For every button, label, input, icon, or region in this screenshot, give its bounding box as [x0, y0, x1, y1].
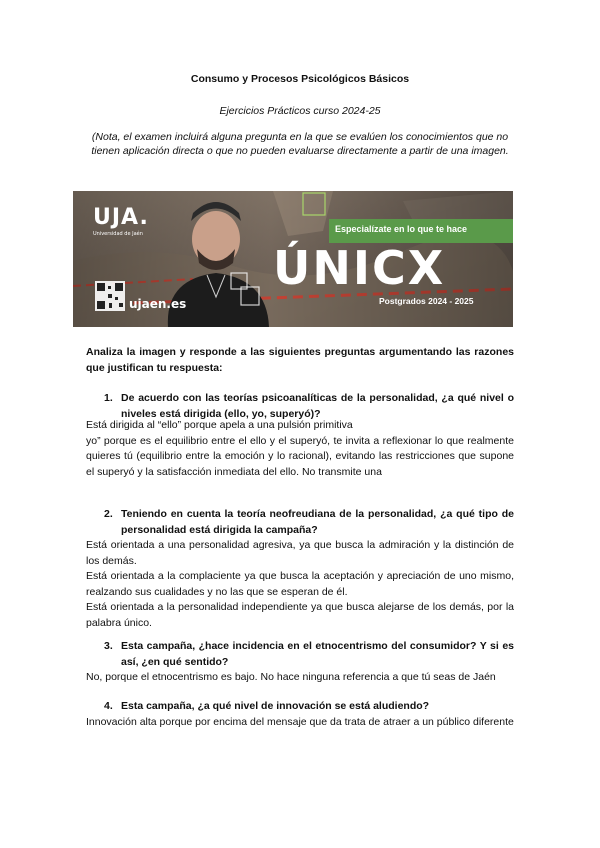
question-text: Esta campaña, ¿a qué nivel de innovación se está aludiendo? — [121, 700, 430, 712]
answer-paragraph: yo” porque es el equilibrio entre el ello y el superyó, te invita a reflexionar lo que realmente quieres tú (equilibrio entre la emoción y lo racional), evitando las restricciones que supone el superyó y la satisfacción inmediata del ello. No transmite una — [86, 434, 514, 478]
instructions: Analiza la imagen y responde a las siguientes preguntas argumentando las razones que justifican tu respuesta: — [86, 346, 514, 374]
answer-paragraph: Innovación alta porque por encima del mensaje que da trata de atraer a un público diferente — [86, 716, 514, 728]
document-subtitle: Ejercicios Prácticos curso 2024-25 — [219, 105, 381, 117]
question-4 — [104, 699, 514, 715]
answer-4 — [86, 715, 514, 731]
uja-logo: UJA. — [93, 205, 149, 230]
uja-logo-subtitle: Universidad de Jaén — [93, 231, 143, 237]
website-label: ujaen.es — [129, 297, 187, 311]
answer-paragraph: Está orientada a una personalidad agresiva, ya que busca la admiración y la distinción de los demás. — [86, 539, 514, 567]
answer-paragraph: Está dirigida al “ello” porque apela a una pulsión primitiva — [86, 419, 353, 431]
unicx-wordmark: ÚNICX — [273, 241, 446, 295]
question-number: 3. — [104, 640, 113, 652]
answer-paragraph: Está orientada a la complaciente ya que busca la aceptación y apreciación de uno mismo, realzando sus cualidades y no las que se esperan de él. — [86, 570, 514, 598]
answer-1 — [86, 418, 514, 480]
question-number: 4. — [104, 700, 113, 712]
question-number: 2. — [104, 508, 113, 520]
tagline-text: Especialízate en lo que te hace — [335, 224, 468, 234]
document-title: Consumo y Procesos Psicológicos Básicos — [190, 73, 410, 85]
answer-paragraph: Está orientada a la personalidad independiente ya que busca alejarse de los demás, por la palabra único. — [86, 601, 514, 629]
answer-2 — [86, 538, 514, 631]
question-2 — [104, 507, 514, 538]
answer-3 — [86, 670, 514, 686]
answer-paragraph: No, porque el etnocentrismo es bajo. No hace ninguna referencia a que tú seas de Jaén — [86, 671, 496, 683]
question-text: De acuerdo con las teorías psicoanalíticas de la personalidad, ¿a qué nivel o niveles está dirigida (ello, yo, superyó)? — [121, 392, 514, 420]
question-text: Esta campaña, ¿hace incidencia en el etnocentrismo del consumidor? Y si es así, ¿en qué sentido? — [121, 640, 514, 668]
exam-note: (Nota, el examen incluirá alguna pregunta en la que se evalúen los conocimientos que no tienen aplicación directa o que no pueden evaluarse directamente a partir de una imagen. — [91, 131, 509, 157]
question-3 — [104, 639, 514, 670]
qr-code — [95, 281, 125, 311]
advertisement-banner — [73, 191, 513, 327]
postgrados-label: Postgrados 2024 - 2025 — [379, 296, 474, 306]
question-text: Teniendo en cuenta la teoría neofreudiana de la personalidad, ¿a qué tipo de personalidad está dirigida la campaña? — [121, 508, 514, 536]
question-number: 1. — [104, 392, 113, 404]
